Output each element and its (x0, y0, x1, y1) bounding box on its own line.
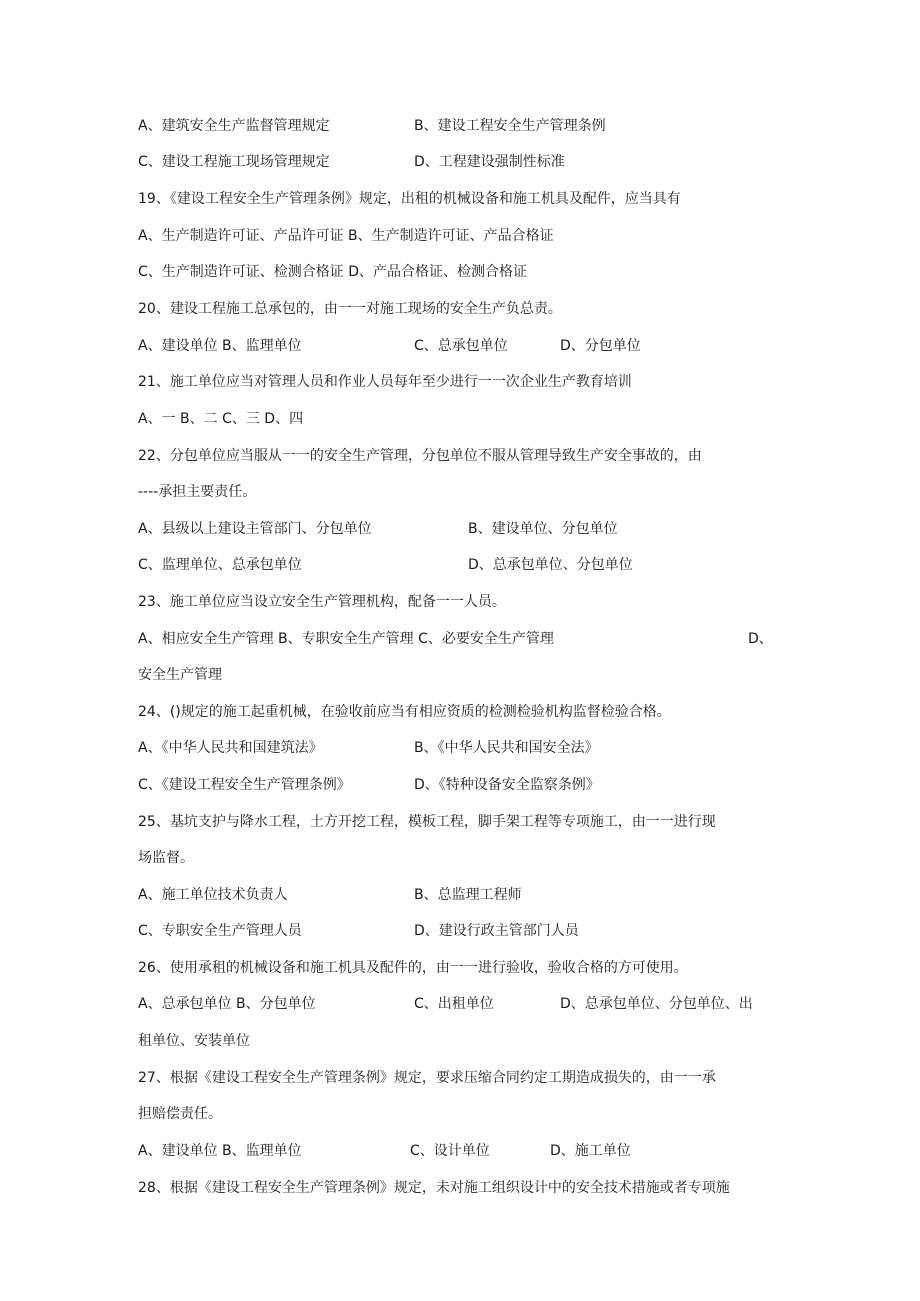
q22-option-b: B、建设单位、分包单位 (468, 521, 618, 537)
q26-option-d-line2: 租单位、安装单位 (138, 1033, 250, 1049)
q26-option-d-line1: D、总承包单位、分包单位、出 (560, 996, 753, 1012)
q19-stem: 19、《建设工程安全生产管理条例》规定，出租的机械设备和施工机具及配件，应当具有 (138, 191, 681, 207)
q25-stem-line1: 25、基坑支护与降水工程，土方开挖工程，模板工程，脚手架工程等专项施工，由一一进行现 (138, 814, 716, 830)
q23-options-abc: A、相应安全生产管理 B、专职安全生产管理 C、必要安全生产管理 (138, 631, 554, 647)
q22-option-c: C、监理单位、总承包单位 (138, 557, 302, 573)
q26-options-ab: A、总承包单位 B、分包单位 (138, 996, 316, 1012)
q18-option-b: B、建设工程安全生产管理条例 (414, 118, 606, 134)
q27-options-ab: A、建设单位 B、监理单位 (138, 1143, 302, 1159)
q25-option-d: D、建设行政主管部门人员 (414, 923, 579, 939)
q23-option-d-label: D、 (748, 631, 773, 647)
q22-stem-line1: 22、分包单位应当服从一一的安全生产管理，分包单位不服从管理导致生产安全事故的，由 (138, 448, 702, 464)
q23-stem: 23、施工单位应当设立安全生产管理机构，配备一一人员。 (138, 594, 506, 610)
q27-option-c: C、设计单位 (410, 1143, 490, 1159)
q18-option-a: A、建筑安全生产监督管理规定 (138, 118, 330, 134)
q27-option-d: D、施工单位 (550, 1143, 631, 1159)
q24-option-d: D、《特种设备安全监察条例》 (414, 777, 600, 793)
q24-option-b: B、《中华人民共和国安全法》 (414, 740, 599, 756)
q25-stem-line2: 场监督。 (138, 850, 194, 866)
q19-options-line1: A、生产制造许可证、产品许可证 B、生产制造许可证、产品合格证 (138, 228, 554, 244)
q22-stem-line2: ----承担主要责任。 (138, 484, 257, 500)
q28-stem-line1: 28、根据《建设工程安全生产管理条例》规定，未对施工组织设计中的安全技术措施或者专项施 (138, 1180, 730, 1196)
q25-option-a: A、施工单位技术负责人 (138, 887, 288, 903)
q20-option-c: C、总承包单位 (414, 338, 508, 354)
q24-option-a: A、《中华人民共和国建筑法》 (138, 740, 323, 756)
q24-option-c: C、《建设工程安全生产管理条例》 (138, 777, 351, 793)
q20-option-d: D、分包单位 (560, 338, 641, 354)
q25-option-b: B、总监理工程师 (414, 887, 522, 903)
q18-option-d: D、工程建设强制性标准 (414, 154, 565, 170)
q27-stem-line2: 担赔偿责任。 (138, 1106, 222, 1122)
q20-options-ab: A、建设单位 B、监理单位 (138, 338, 302, 354)
q19-options-line2: C、生产制造许可证、检测合格证 D、产品合格证、检测合格证 (138, 264, 528, 280)
q22-option-d: D、总承包单位、分包单位 (468, 557, 633, 573)
q21-stem: 21、施工单位应当对管理人员和作业人员每年至少进行一一次企业生产教育培训 (138, 374, 632, 390)
q24-stem: 24、()规定的施工起重机械，在验收前应当有相应资质的检测检验机构监督检验合格。 (138, 704, 671, 720)
q22-option-a: A、县级以上建设主管部门、分包单位 (138, 521, 372, 537)
q20-stem: 20、建设工程施工总承包的，由一一对施工现场的安全生产负总责。 (138, 301, 562, 317)
q18-option-c: C、建设工程施工现场管理规定 (138, 154, 330, 170)
q23-option-d-text: 安全生产管理 (138, 667, 222, 683)
q25-option-c: C、专职安全生产管理人员 (138, 923, 302, 939)
q26-stem: 26、使用承租的机械设备和施工机具及配件的，由一一进行验收，验收合格的方可使用。 (138, 960, 688, 976)
q26-option-c: C、出租单位 (414, 996, 494, 1012)
q27-stem-line1: 27、根据《建设工程安全生产管理条例》规定，要求压缩合同约定工期造成损失的，由一一承 (138, 1070, 716, 1086)
q21-options: A、一 B、二 C、三 D、四 (138, 411, 304, 427)
